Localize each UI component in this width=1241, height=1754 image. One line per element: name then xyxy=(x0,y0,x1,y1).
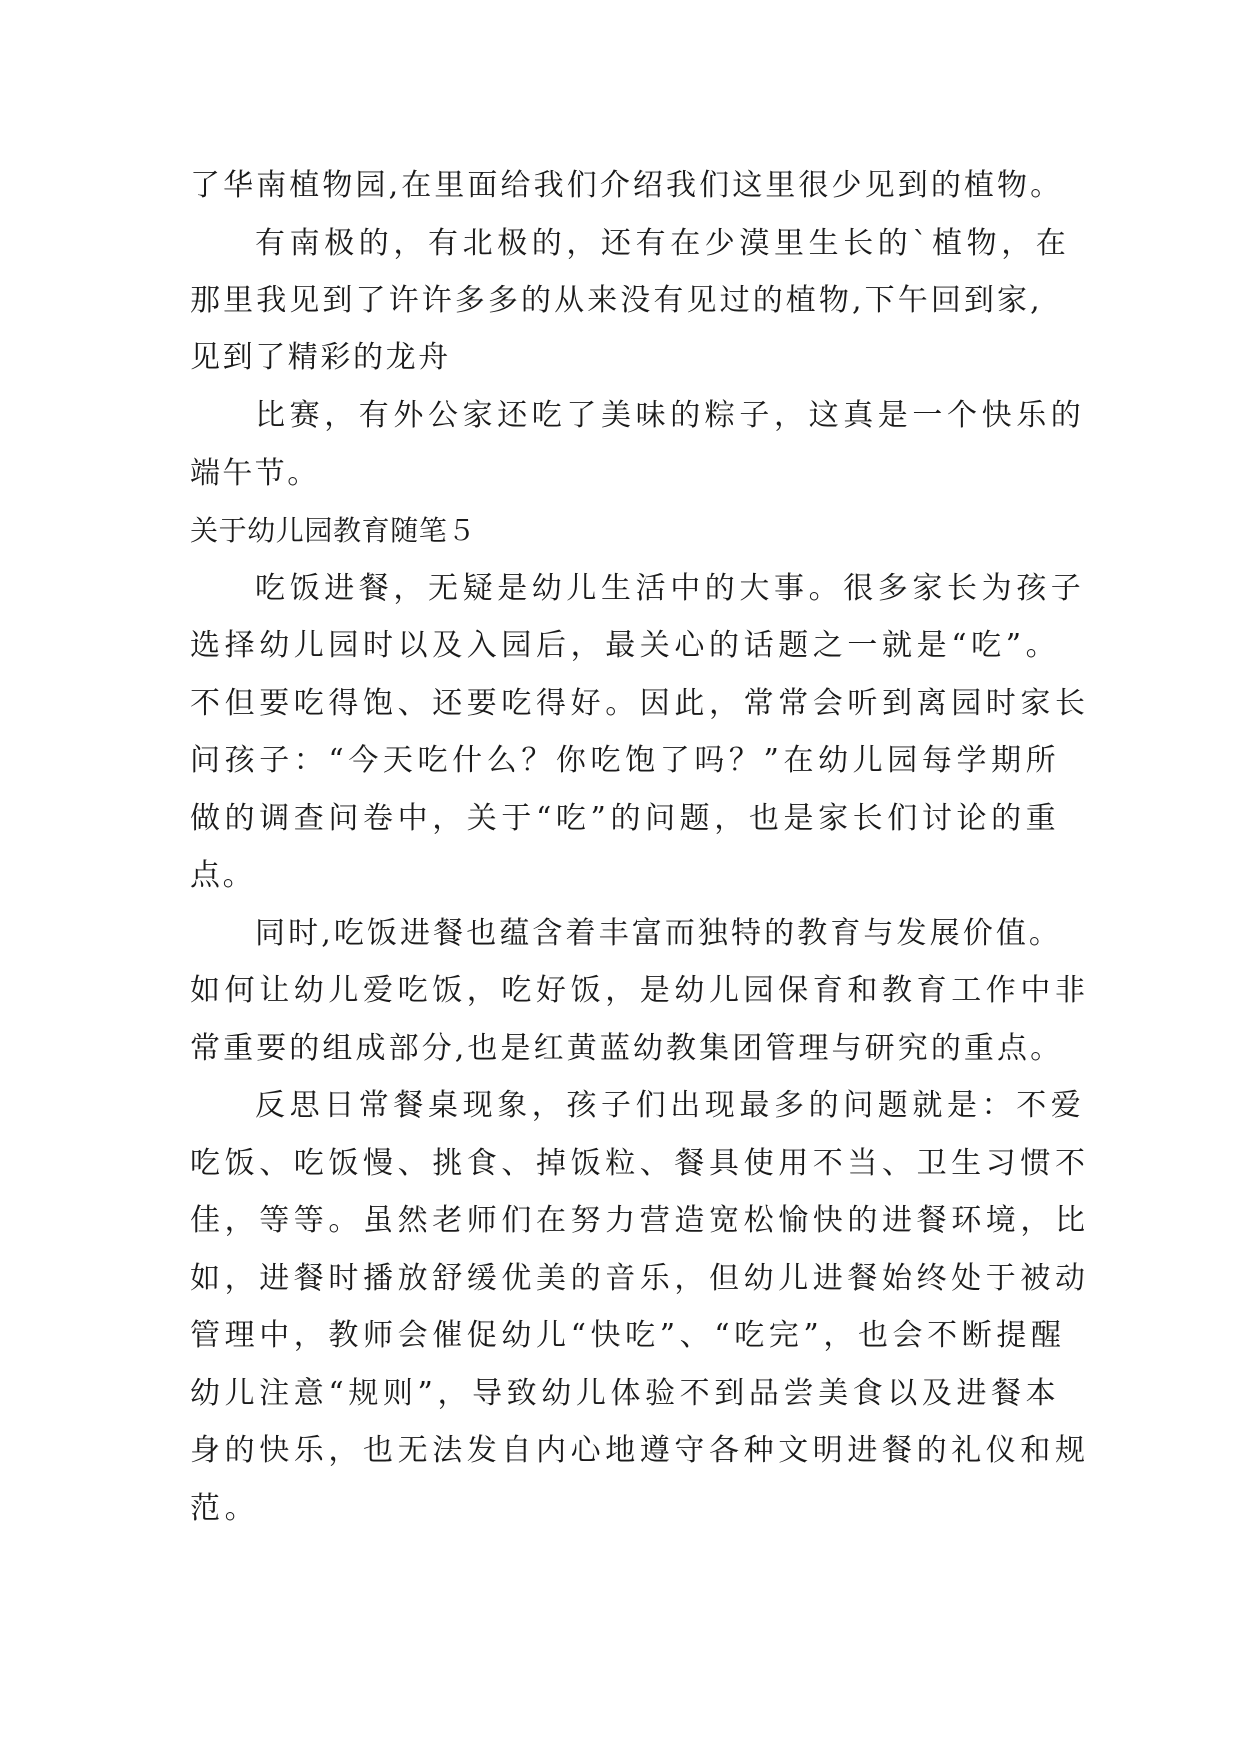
text-line: 那里我见到了许许多多的从来没有见过的植物,下午回到家, xyxy=(190,283,1043,318)
text-line: 管理中，教师会催促幼儿“快吃”、“吃完”，也会不断提醒 xyxy=(190,1318,1066,1353)
text-line: 点。 xyxy=(190,858,256,893)
text-line: 如，进餐时播放舒缓优美的音乐，但幼儿进餐始终处于被动 xyxy=(190,1261,1090,1296)
text-line: 反思日常餐桌现象，孩子们出现最多的问题就是：不爱 xyxy=(255,1088,1086,1123)
text-line: 比赛，有外公家还吃了美味的粽子，这真是一个快乐的 xyxy=(255,398,1086,433)
text-line: 不但要吃得饱、还要吃得好。因此，常常会听到离园时家长 xyxy=(190,686,1090,721)
text-line: 问孩子：“今天吃什么？你吃饱了吗？”在幼儿园每学期所 xyxy=(190,743,1061,778)
text-line: 佳，等等。虽然老师们在努力营造宽松愉快的进餐环境，比 xyxy=(190,1203,1090,1238)
text-line: 幼儿注意“规则”，导致幼儿体验不到品尝美食以及进餐本 xyxy=(190,1376,1061,1411)
text-line: 如何让幼儿爱吃饭，吃好饭，是幼儿园保育和教育工作中非 xyxy=(190,973,1090,1008)
text-line: 做的调查问卷中，关于“吃”的问题，也是家长们讨论的重 xyxy=(190,801,1061,836)
text-line: 吃饭、吃饭慢、挑食、掉饭粒、餐具使用不当、卫生习惯不 xyxy=(190,1146,1090,1181)
text-line: 范。 xyxy=(190,1491,260,1526)
text-line: 见到了精彩的龙舟 xyxy=(190,340,451,375)
text-line: 吃饭进餐，无疑是幼儿生活中的大事。很多家长为孩子 xyxy=(255,571,1086,606)
text-line: 身的快乐，也无法发自内心地遵守各种文明进餐的礼仪和规 xyxy=(190,1433,1090,1468)
text-line: 有南极的，有北极的，还有在少漠里生长的`植物，在 xyxy=(255,226,1071,261)
text-line: 同时,吃饭进餐也蕴含着丰富而独特的教育与发展价值。 xyxy=(255,916,1063,951)
text-line: 了华南植物园,在里面给我们介绍我们这里很少见到的植物。 xyxy=(190,168,1064,203)
text-line: 常重要的组成部分,也是红黄蓝幼教集团管理与研究的重点。 xyxy=(190,1031,1064,1066)
text-line: 选择幼儿园时以及入园后，最关心的话题之一就是“吃”。 xyxy=(190,628,1061,663)
section-heading: 关于幼儿园教育随笔５ xyxy=(190,514,477,547)
text-line: 端午节。 xyxy=(190,456,320,491)
